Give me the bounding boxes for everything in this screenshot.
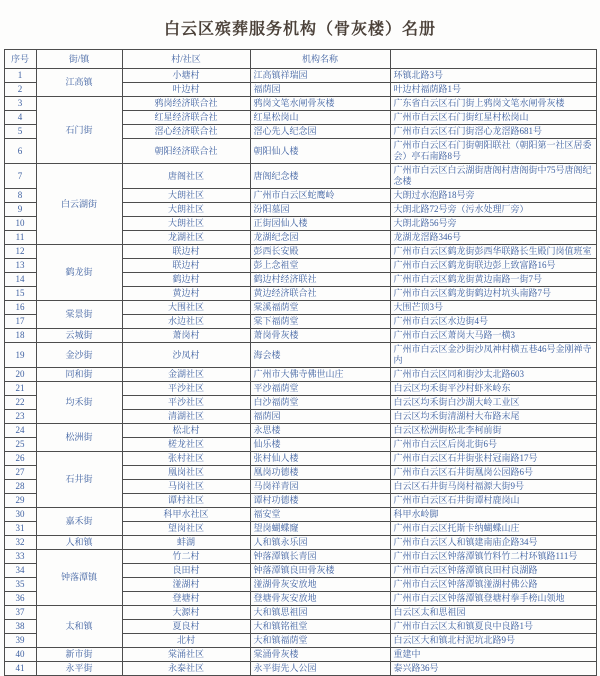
cell-org: 滘心先人纪念园 bbox=[250, 125, 390, 139]
cell-org: 汾阳墓园 bbox=[250, 203, 390, 217]
cell-village: 龙湖社区 bbox=[122, 231, 250, 245]
cell-village: 唐阁社区 bbox=[122, 164, 250, 189]
cell-village: 大围社区 bbox=[122, 301, 250, 315]
cell-village: 登塘村 bbox=[122, 592, 250, 606]
cell-no: 39 bbox=[4, 634, 36, 648]
cell-village: 松北村 bbox=[122, 424, 250, 438]
cell-no: 9 bbox=[4, 203, 36, 217]
col-header-1: 街/镇 bbox=[36, 50, 122, 69]
cell-no: 1 bbox=[4, 69, 36, 83]
cell-address: 广州市白云区人和镇建南庙企路34号 bbox=[390, 536, 596, 550]
cell-village: 平沙社区 bbox=[122, 382, 250, 396]
table-row bbox=[4, 343, 596, 368]
cell-street: 金沙街 bbox=[36, 343, 122, 368]
cell-village: 黄边村 bbox=[122, 287, 250, 301]
cell-address: 广州市白云区钟落潭镇良田村良湖路 bbox=[390, 564, 596, 578]
cell-village: 萧岗村 bbox=[122, 329, 250, 343]
table-row bbox=[4, 382, 596, 396]
cell-village: 湴湖村 bbox=[122, 578, 250, 592]
cell-village: 大源村 bbox=[122, 606, 250, 620]
cell-street: 棠景街 bbox=[36, 301, 122, 329]
page-title: 白云区殡葬服务机构（骨灰楼）名册 bbox=[163, 21, 436, 38]
cell-village: 科甲水社区 bbox=[122, 508, 250, 522]
cell-no: 5 bbox=[4, 125, 36, 139]
cell-org: 朝阳仙人楼 bbox=[250, 139, 390, 164]
cell-org: 马岗祥青园 bbox=[250, 480, 390, 494]
cell-village: 凰岗社区 bbox=[122, 466, 250, 480]
table-row bbox=[4, 508, 596, 522]
cell-no: 21 bbox=[4, 382, 36, 396]
cell-street: 人和镇 bbox=[36, 536, 122, 550]
cell-village: 棠涌社区 bbox=[122, 648, 250, 662]
cell-address: 广州市白云区鹤龙街彭西华联路长生殿门岗值班室 bbox=[390, 245, 596, 259]
cell-address: 广州市白云区钟落潭镇湴湖村佛公路 bbox=[390, 578, 596, 592]
cell-org: 望岗蝴蝶窿 bbox=[250, 522, 390, 536]
cell-org: 龙湖纪念园 bbox=[250, 231, 390, 245]
cell-org: 唐阁纪念楼 bbox=[250, 164, 390, 189]
cell-village: 叶边村 bbox=[122, 83, 250, 97]
cell-address: 广州市白云区白云湖街唐阁村唐阁街中75号唐阁纪念楼 bbox=[390, 164, 596, 189]
cell-address: 广州市白云区金沙街沙凤神村横五巷46号金刚禅寺内 bbox=[390, 343, 596, 368]
cell-village: 谭村社区 bbox=[122, 494, 250, 508]
cell-no: 4 bbox=[4, 111, 36, 125]
cell-village: 蚌湖 bbox=[122, 536, 250, 550]
table-row bbox=[4, 368, 596, 382]
col-header-4 bbox=[390, 50, 596, 69]
cell-org: 黄边经济联合社 bbox=[250, 287, 390, 301]
cell-address: 白云区均禾街白沙湖大岭工业区 bbox=[390, 396, 596, 410]
table-row bbox=[4, 424, 596, 438]
cell-no: 36 bbox=[4, 592, 36, 606]
table-row bbox=[4, 164, 596, 189]
table-row bbox=[4, 301, 596, 315]
cell-village: 夏良村 bbox=[122, 620, 250, 634]
cell-org: 福荫园 bbox=[250, 83, 390, 97]
cell-org: 彭上念祖堂 bbox=[250, 259, 390, 273]
table-row bbox=[4, 97, 596, 111]
cell-village: 大朗社区 bbox=[122, 217, 250, 231]
cell-org: 钟落潭镇良田骨灰楼 bbox=[250, 564, 390, 578]
cell-no: 26 bbox=[4, 452, 36, 466]
cell-address: 广东省白云区石门街上鸦岗文笔水闸骨灰楼 bbox=[390, 97, 596, 111]
cell-no: 34 bbox=[4, 564, 36, 578]
cell-address: 叶边村福荫路1号 bbox=[390, 83, 596, 97]
table-row bbox=[4, 536, 596, 550]
cell-address: 广州市白云区钟落潭镇登塘村拳手榜山领地 bbox=[390, 592, 596, 606]
cell-address: 广州市白云区石门街红星村松岗山 bbox=[390, 111, 596, 125]
cell-address: 白云区石井街马岗村福源大街9号 bbox=[390, 480, 596, 494]
cell-org: 人和镇永乐园 bbox=[250, 536, 390, 550]
cell-no: 18 bbox=[4, 329, 36, 343]
cell-org: 白沙福荫堂 bbox=[250, 396, 390, 410]
cell-address: 环镇北路3号 bbox=[390, 69, 596, 83]
cell-address: 泰兴路36号 bbox=[390, 662, 596, 676]
cell-no: 40 bbox=[4, 648, 36, 662]
cell-street: 嘉禾街 bbox=[36, 508, 122, 536]
cell-address: 白云区均禾街平沙村虾米岭东 bbox=[390, 382, 596, 396]
cell-village: 小塘村 bbox=[122, 69, 250, 83]
cell-address: 广州市白云区石门街滘心龙滘路681号 bbox=[390, 125, 596, 139]
table-row bbox=[4, 69, 596, 83]
cell-org: 大和镇铭祖堂 bbox=[250, 620, 390, 634]
col-header-3: 机构名称 bbox=[250, 50, 390, 69]
cell-street: 钟落潭镇 bbox=[36, 550, 122, 606]
table-row bbox=[4, 245, 596, 259]
cell-no: 14 bbox=[4, 273, 36, 287]
cell-no: 11 bbox=[4, 231, 36, 245]
cell-village: 良田村 bbox=[122, 564, 250, 578]
cell-address: 重建中 bbox=[390, 648, 596, 662]
cell-org: 福安堂 bbox=[250, 508, 390, 522]
cell-org: 江高镇祥瑞园 bbox=[250, 69, 390, 83]
cell-org: 张村仙人楼 bbox=[250, 452, 390, 466]
cell-address: 广州市白云区水边街4号 bbox=[390, 315, 596, 329]
cell-no: 8 bbox=[4, 189, 36, 203]
cell-org: 广州市大佛寺佛世山庄 bbox=[250, 368, 390, 382]
cell-org: 大和镇福荫堂 bbox=[250, 634, 390, 648]
cell-org: 萧岗骨灰楼 bbox=[250, 329, 390, 343]
cell-no: 24 bbox=[4, 424, 36, 438]
col-header-2: 村/社区 bbox=[122, 50, 250, 69]
cell-org: 湴湖骨灰安放地 bbox=[250, 578, 390, 592]
cell-address: 广州市白云区太和镇夏良中良路1号 bbox=[390, 620, 596, 634]
cell-address: 广州市白云区萧岗大马路一横3 bbox=[390, 329, 596, 343]
table-row bbox=[4, 662, 596, 676]
cell-org: 凰岗功德楼 bbox=[250, 466, 390, 480]
cell-no: 2 bbox=[4, 83, 36, 97]
cell-village: 大朗社区 bbox=[122, 203, 250, 217]
cell-no: 6 bbox=[4, 139, 36, 164]
cell-no: 19 bbox=[4, 343, 36, 368]
cell-org: 棠涌骨灰楼 bbox=[250, 648, 390, 662]
cell-no: 28 bbox=[4, 480, 36, 494]
cell-village: 水边社区 bbox=[122, 315, 250, 329]
cell-no: 25 bbox=[4, 438, 36, 452]
cell-village: 永泰社区 bbox=[122, 662, 250, 676]
table-row bbox=[4, 550, 596, 564]
cell-address: 广州市白云区石井街谭村鹿岗山 bbox=[390, 494, 596, 508]
cell-village: 沙凤村 bbox=[122, 343, 250, 368]
cell-org: 平沙福荫堂 bbox=[250, 382, 390, 396]
cell-village: 竹二村 bbox=[122, 550, 250, 564]
table-body bbox=[4, 69, 596, 676]
cell-street: 同和街 bbox=[36, 368, 122, 382]
cell-street: 白云湖街 bbox=[36, 164, 122, 245]
cell-address: 大朗北路56号旁 bbox=[390, 217, 596, 231]
cell-org: 钟落潭镇长青园 bbox=[250, 550, 390, 564]
col-header-0: 序号 bbox=[4, 50, 36, 69]
table-header-row bbox=[4, 50, 596, 69]
cell-address: 广州市白云区钟落潭镇竹料竹二村环镇路111号 bbox=[390, 550, 596, 564]
cell-village: 平沙社区 bbox=[122, 396, 250, 410]
cell-street: 石门街 bbox=[36, 97, 122, 164]
cell-no: 17 bbox=[4, 315, 36, 329]
cell-address: 白云区大和镇北村泥坑北路9号 bbox=[390, 634, 596, 648]
cell-no: 38 bbox=[4, 620, 36, 634]
cell-org: 鸦岗文笔水闸骨灰楼 bbox=[250, 97, 390, 111]
cell-address: 龙湖龙滘路346号 bbox=[390, 231, 596, 245]
cell-address: 广州市白云区后岗北街6号 bbox=[390, 438, 596, 452]
cell-village: 北村 bbox=[122, 634, 250, 648]
cell-address: 广州市白云区同和街沙太北路603 bbox=[390, 368, 596, 382]
cell-address: 广州市白云区石井街凰岗公园路6号 bbox=[390, 466, 596, 480]
cell-org: 正街园仙人楼 bbox=[250, 217, 390, 231]
cell-org: 永平街先人公园 bbox=[250, 662, 390, 676]
cell-village: 鹤边村 bbox=[122, 273, 250, 287]
cell-street: 江高镇 bbox=[36, 69, 122, 97]
cell-no: 27 bbox=[4, 466, 36, 480]
cell-org: 永思楼 bbox=[250, 424, 390, 438]
cell-no: 37 bbox=[4, 606, 36, 620]
cell-org: 彭西长安殿 bbox=[250, 245, 390, 259]
cell-org: 棠下福荫堂 bbox=[250, 315, 390, 329]
cell-address: 广州市白云区鹤龙街鹤边村坑头南路7号 bbox=[390, 287, 596, 301]
cell-no: 20 bbox=[4, 368, 36, 382]
cell-village: 金湖社区 bbox=[122, 368, 250, 382]
cell-village: 槎龙社区 bbox=[122, 438, 250, 452]
cell-no: 29 bbox=[4, 494, 36, 508]
cell-org: 棠溪福荫堂 bbox=[250, 301, 390, 315]
cell-address: 大朗北路72号旁（污水处理厂旁） bbox=[390, 203, 596, 217]
cell-street: 太和镇 bbox=[36, 606, 122, 648]
cell-org: 仙乐楼 bbox=[250, 438, 390, 452]
table-row bbox=[4, 452, 596, 466]
cell-village: 联边村 bbox=[122, 245, 250, 259]
cell-street: 云城街 bbox=[36, 329, 122, 343]
cell-address: 白云区松洲街松北李柯前街 bbox=[390, 424, 596, 438]
cell-street: 均禾街 bbox=[36, 382, 122, 424]
cell-address: 广州市白云区鹤龙街黄边南路一街7号 bbox=[390, 273, 596, 287]
cell-address: 广州市白云区托斯卡纳蝴蝶山庄 bbox=[390, 522, 596, 536]
cell-no: 33 bbox=[4, 550, 36, 564]
cell-address: 大围芒顶3号 bbox=[390, 301, 596, 315]
cell-address: 大朗过水泡路18号旁 bbox=[390, 189, 596, 203]
cell-org: 大和镇思祖园 bbox=[250, 606, 390, 620]
cell-org: 登塘骨灰安放地 bbox=[250, 592, 390, 606]
cell-no: 32 bbox=[4, 536, 36, 550]
cell-no: 41 bbox=[4, 662, 36, 676]
cell-no: 31 bbox=[4, 522, 36, 536]
cell-address: 白云区均禾街清湖村大布路末尾 bbox=[390, 410, 596, 424]
cell-address: 广州市白云区石门街朝阳联社（朝阳第一社区居委会）亭石南路8号 bbox=[390, 139, 596, 164]
table-row bbox=[4, 606, 596, 620]
cell-village: 马岗社区 bbox=[122, 480, 250, 494]
cell-street: 松洲街 bbox=[36, 424, 122, 452]
cell-address: 白云区太和思祖园 bbox=[390, 606, 596, 620]
cell-village: 清湖社区 bbox=[122, 410, 250, 424]
cell-no: 3 bbox=[4, 97, 36, 111]
cell-org: 红星松岗山 bbox=[250, 111, 390, 125]
cell-org: 谭村功德楼 bbox=[250, 494, 390, 508]
cell-street: 鹤龙街 bbox=[36, 245, 122, 301]
cell-street: 新市街 bbox=[36, 648, 122, 662]
cell-no: 23 bbox=[4, 410, 36, 424]
cell-address: 科甲水岭脚 bbox=[390, 508, 596, 522]
cell-village: 张村社区 bbox=[122, 452, 250, 466]
cell-street: 石井街 bbox=[36, 452, 122, 508]
cell-org: 福荫园 bbox=[250, 410, 390, 424]
cell-org: 鹤边村经济联社 bbox=[250, 273, 390, 287]
cell-no: 35 bbox=[4, 578, 36, 592]
cell-no: 16 bbox=[4, 301, 36, 315]
cell-village: 大朗社区 bbox=[122, 189, 250, 203]
cell-address: 广州市白云区鹤龙街联边彭上致富路16号 bbox=[390, 259, 596, 273]
table-row bbox=[4, 329, 596, 343]
cell-no: 7 bbox=[4, 164, 36, 189]
header-row bbox=[4, 50, 596, 69]
cell-address: 广州市白云区石井街张村冠南路17号 bbox=[390, 452, 596, 466]
cell-village: 滘心经济联合社 bbox=[122, 125, 250, 139]
cell-no: 15 bbox=[4, 287, 36, 301]
cell-village: 红星经济联合社 bbox=[122, 111, 250, 125]
cell-village: 望岗社区 bbox=[122, 522, 250, 536]
roster-table bbox=[4, 49, 597, 676]
cell-village: 朝阳经济联合社 bbox=[122, 139, 250, 164]
cell-no: 12 bbox=[4, 245, 36, 259]
cell-org: 海会楼 bbox=[250, 343, 390, 368]
cell-no: 13 bbox=[4, 259, 36, 273]
cell-village: 联边村 bbox=[122, 259, 250, 273]
cell-org: 广州市白云区蛇鹰岭 bbox=[250, 189, 390, 203]
cell-no: 30 bbox=[4, 508, 36, 522]
cell-street: 永平街 bbox=[36, 662, 122, 676]
cell-village: 鸦岗经济联合社 bbox=[122, 97, 250, 111]
cell-no: 10 bbox=[4, 217, 36, 231]
cell-no: 22 bbox=[4, 396, 36, 410]
